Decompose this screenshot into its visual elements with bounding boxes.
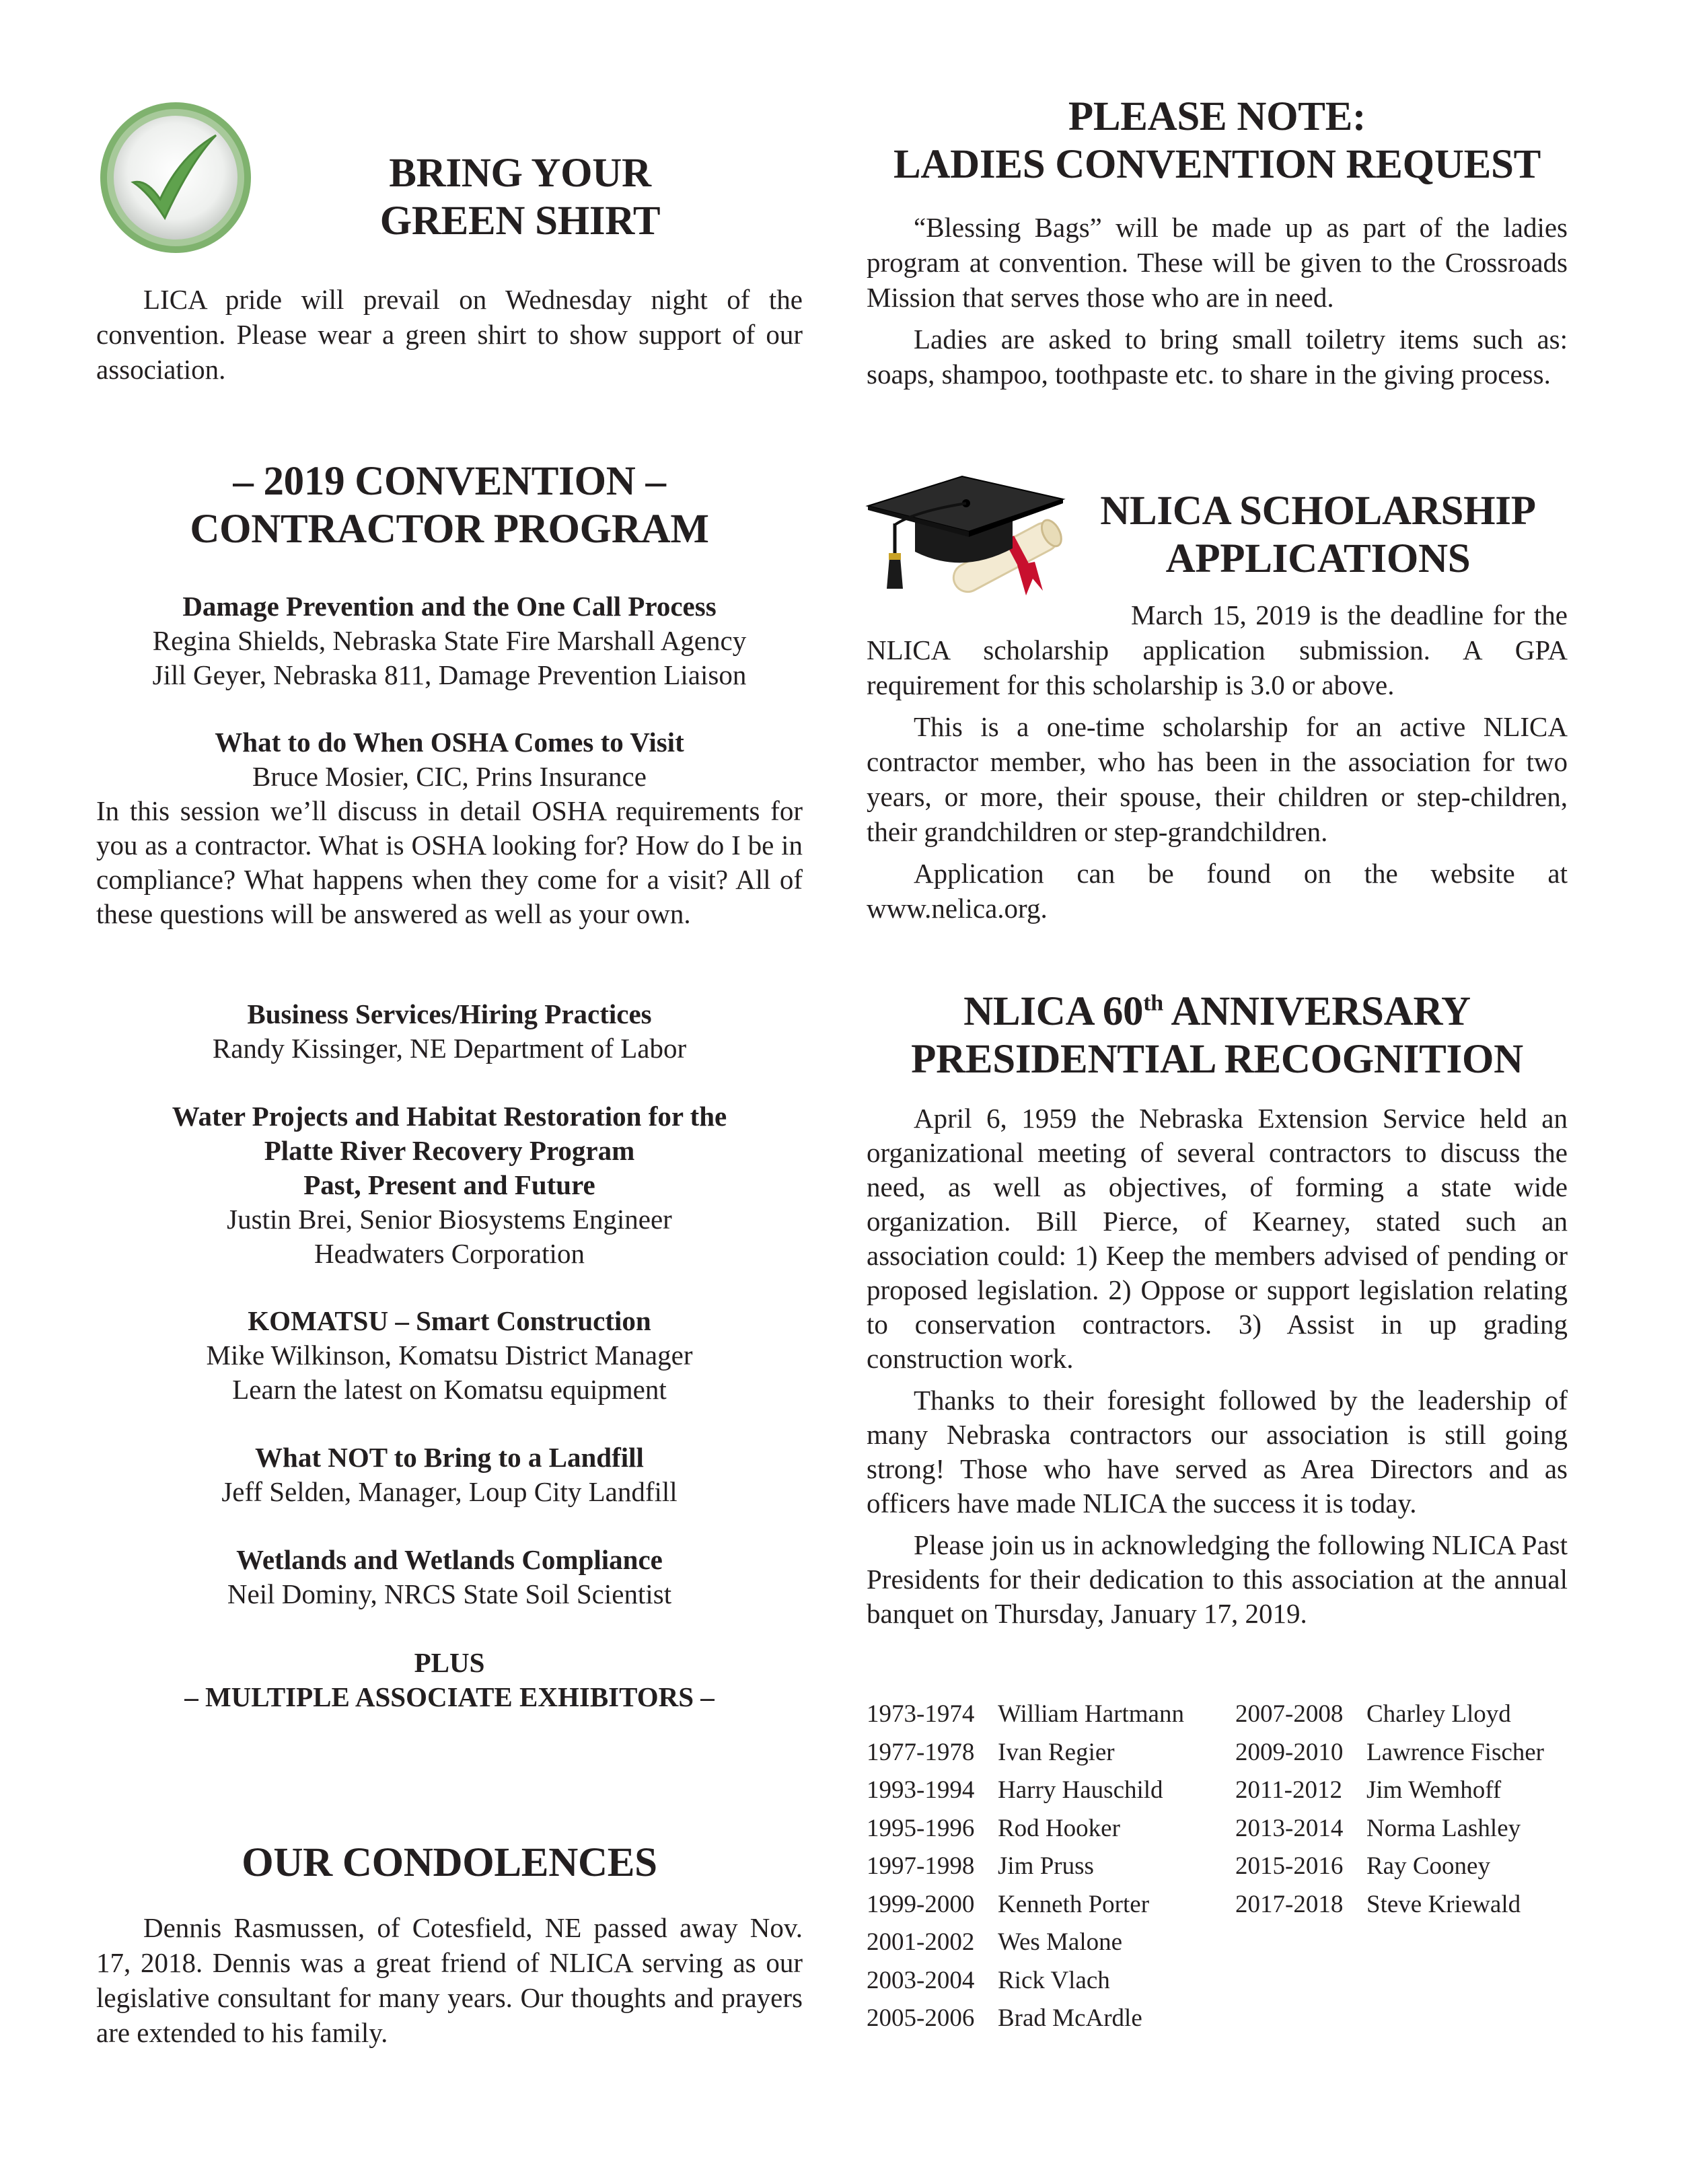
session-wetlands bbox=[96, 1543, 803, 1611]
green-shirt-title: BRING YOUR GREEN SHIRT bbox=[379, 151, 661, 244]
anniversary-title: NLICA 60th ANNIVERSARY PRESIDENTIAL RECOGNITION bbox=[911, 989, 1523, 1082]
list-item: 2009-2010 Lawrence Fischer bbox=[1235, 1738, 1545, 1766]
session-water-projects bbox=[96, 1099, 803, 1271]
session-speaker: Learn the latest on Komatsu equipment bbox=[232, 1374, 667, 1405]
list-item: 1973-1974 William Hartmann bbox=[867, 1700, 1184, 1728]
session-description: In this session we’ll discuss in detail OSHA requirements for you as a contractor. What is OSHA looking for? How do I be in compliance? What happens when they come for a visit? All of these questions will be answered as well as your own. bbox=[96, 795, 803, 929]
green-checkmark-icon bbox=[96, 98, 256, 258]
session-title: Damage Prevention and the One Call Process bbox=[182, 591, 717, 622]
session-title: Business Services/Hiring Practices bbox=[247, 998, 652, 1029]
graduation-cap-icon bbox=[861, 464, 1070, 599]
scholarship-para: March 15, 2019 is the deadline for the NLICA scholarship application submission. A GPA requirement for this scholarship is 3.0 or above. bbox=[867, 599, 1568, 700]
ladies-body bbox=[867, 210, 1568, 392]
session-speaker: Mike Wilkinson, Komatsu District Manager bbox=[206, 1340, 693, 1371]
presidents-list-col1 bbox=[867, 1696, 1223, 2038]
list-item: 2007-2008 Charley Lloyd bbox=[1235, 1700, 1511, 1728]
session-title: What to do When OSHA Comes to Visit bbox=[215, 727, 684, 758]
list-item: 1977-1978 Ivan Regier bbox=[867, 1738, 1115, 1766]
condolences-body: Dennis Rasmussen, of Cotesfield, NE passed away Nov. 17, 2018. Dennis was a great friend of NLICA serving as our legislative consultant for many years. Our thoughts and prayers are extended to his family. bbox=[96, 1912, 803, 2048]
session-title: Water Projects and Habitat Restoration for the bbox=[172, 1101, 727, 1132]
list-item: 2005-2006 Brad McArdle bbox=[867, 2004, 1142, 2032]
list-item: 2015-2016 Ray Cooney bbox=[1235, 1852, 1490, 1880]
anniversary-para: April 6, 1959 the Nebraska Extension Service held an organizational meeting of several contractors to discuss the need, as well as objectives, of forming a state wide organization. Bill Pierce, of Kearney, stated such an association could: 1) Keep the members advised of pending or proposed legislation. 2) Oppose or support legislation relating to conservation contractors. 3) Assist in up grading construction work. bbox=[867, 1103, 1568, 1374]
session-speaker: Neil Dominy, NRCS State Soil Scientist bbox=[227, 1578, 672, 1609]
session-osha bbox=[96, 725, 803, 931]
ladies-para: “Blessing Bags” will be made up as part of the ladies program at convention. These will be given to the Crossroads Mission that serves those who are in need. bbox=[867, 212, 1568, 313]
list-item: 1999-2000 Kenneth Porter bbox=[867, 1890, 1150, 1918]
green-shirt-body: LICA pride will prevail on Wednesday night of the convention. Please wear a green shirt to show support of our association. bbox=[96, 284, 803, 385]
ladies-title: PLEASE NOTE: LADIES CONVENTION REQUEST bbox=[893, 94, 1541, 187]
session-title: What NOT to Bring to a Landfill bbox=[255, 1442, 644, 1473]
scholarship-para: This is a one-time scholarship for an active NLICA contractor member, who has been in the association for two years, or more, their spouse, their children or step-children, their grandchildren or step-grandchildren. bbox=[867, 711, 1568, 847]
session-title: Wetlands and Wetlands Compliance bbox=[236, 1544, 663, 1575]
session-komatsu bbox=[96, 1304, 803, 1407]
session-speaker: Jeff Selden, Manager, Loup City Landfill bbox=[221, 1476, 678, 1507]
session-speaker: Jill Geyer, Nebraska 811, Damage Prevention Liaison bbox=[152, 659, 747, 690]
session-speaker: Bruce Mosier, CIC, Prins Insurance bbox=[252, 761, 647, 792]
session-speaker: Regina Shields, Nebraska State Fire Marshall Agency bbox=[152, 625, 747, 656]
session-title: Past, Present and Future bbox=[303, 1169, 595, 1200]
list-item: 2011-2012 Jim Wemhoff bbox=[1235, 1776, 1502, 1804]
list-item: 2003-2004 Rick Vlach bbox=[867, 1966, 1110, 1994]
plus-label: PLUS bbox=[414, 1647, 485, 1678]
scholarship-title: NLICA SCHOLARSHIP APPLICATIONS bbox=[1100, 488, 1536, 581]
list-item: 1995-1996 Rod Hooker bbox=[867, 1814, 1120, 1842]
session-speaker: Justin Brei, Senior Biosystems Engineer bbox=[227, 1204, 672, 1235]
session-damage-prevention bbox=[96, 589, 803, 692]
anniversary-para: Thanks to their foresight followed by the leadership of many Nebraska contractors our association is still going strong! Those who have served as Area Directors and as officers have made NLICA the success it is today. bbox=[867, 1385, 1568, 1519]
session-title: Platte River Recovery Program bbox=[264, 1135, 635, 1166]
ladies-para: Ladies are asked to bring small toiletry items such as: soaps, shampoo, toothpaste etc. to share in the giving process. bbox=[867, 324, 1568, 390]
session-speaker: Headwaters Corporation bbox=[314, 1238, 585, 1269]
convention-title: – 2019 CONVENTION – CONTRACTOR PROGRAM bbox=[190, 459, 709, 552]
scholarship-para: Application can be found on the website at www.nelica.org. bbox=[867, 858, 1568, 924]
session-landfill bbox=[96, 1441, 803, 1509]
plus-exhibitors bbox=[96, 1646, 803, 1714]
anniversary-para: Please join us in acknowledging the following NLICA Past Presidents for their dedication to this association at the annual banquet on Thursday, January 17, 2019. bbox=[867, 1529, 1568, 1629]
list-item: 1997-1998 Jim Pruss bbox=[867, 1852, 1094, 1880]
session-business-services bbox=[96, 997, 803, 1066]
condolences-title: OUR CONDOLENCES bbox=[242, 1840, 657, 1885]
list-item: 1993-1994 Harry Hauschild bbox=[867, 1776, 1163, 1804]
list-item: 2001-2002 Wes Malone bbox=[867, 1928, 1123, 1956]
session-title: KOMATSU – Smart Construction bbox=[248, 1305, 651, 1336]
anniversary-body bbox=[867, 1101, 1568, 1631]
scholarship-body bbox=[867, 597, 1568, 926]
exhibitors-label: – MULTIPLE ASSOCIATE EXHIBITORS – bbox=[184, 1681, 715, 1712]
list-item: 2013-2014 Norma Lashley bbox=[1235, 1814, 1521, 1842]
list-item: 2017-2018 Steve Kriewald bbox=[1235, 1890, 1521, 1918]
session-speaker: Randy Kissinger, NE Department of Labor bbox=[212, 1033, 687, 1064]
presidents-list-col2 bbox=[1235, 1696, 1568, 1924]
